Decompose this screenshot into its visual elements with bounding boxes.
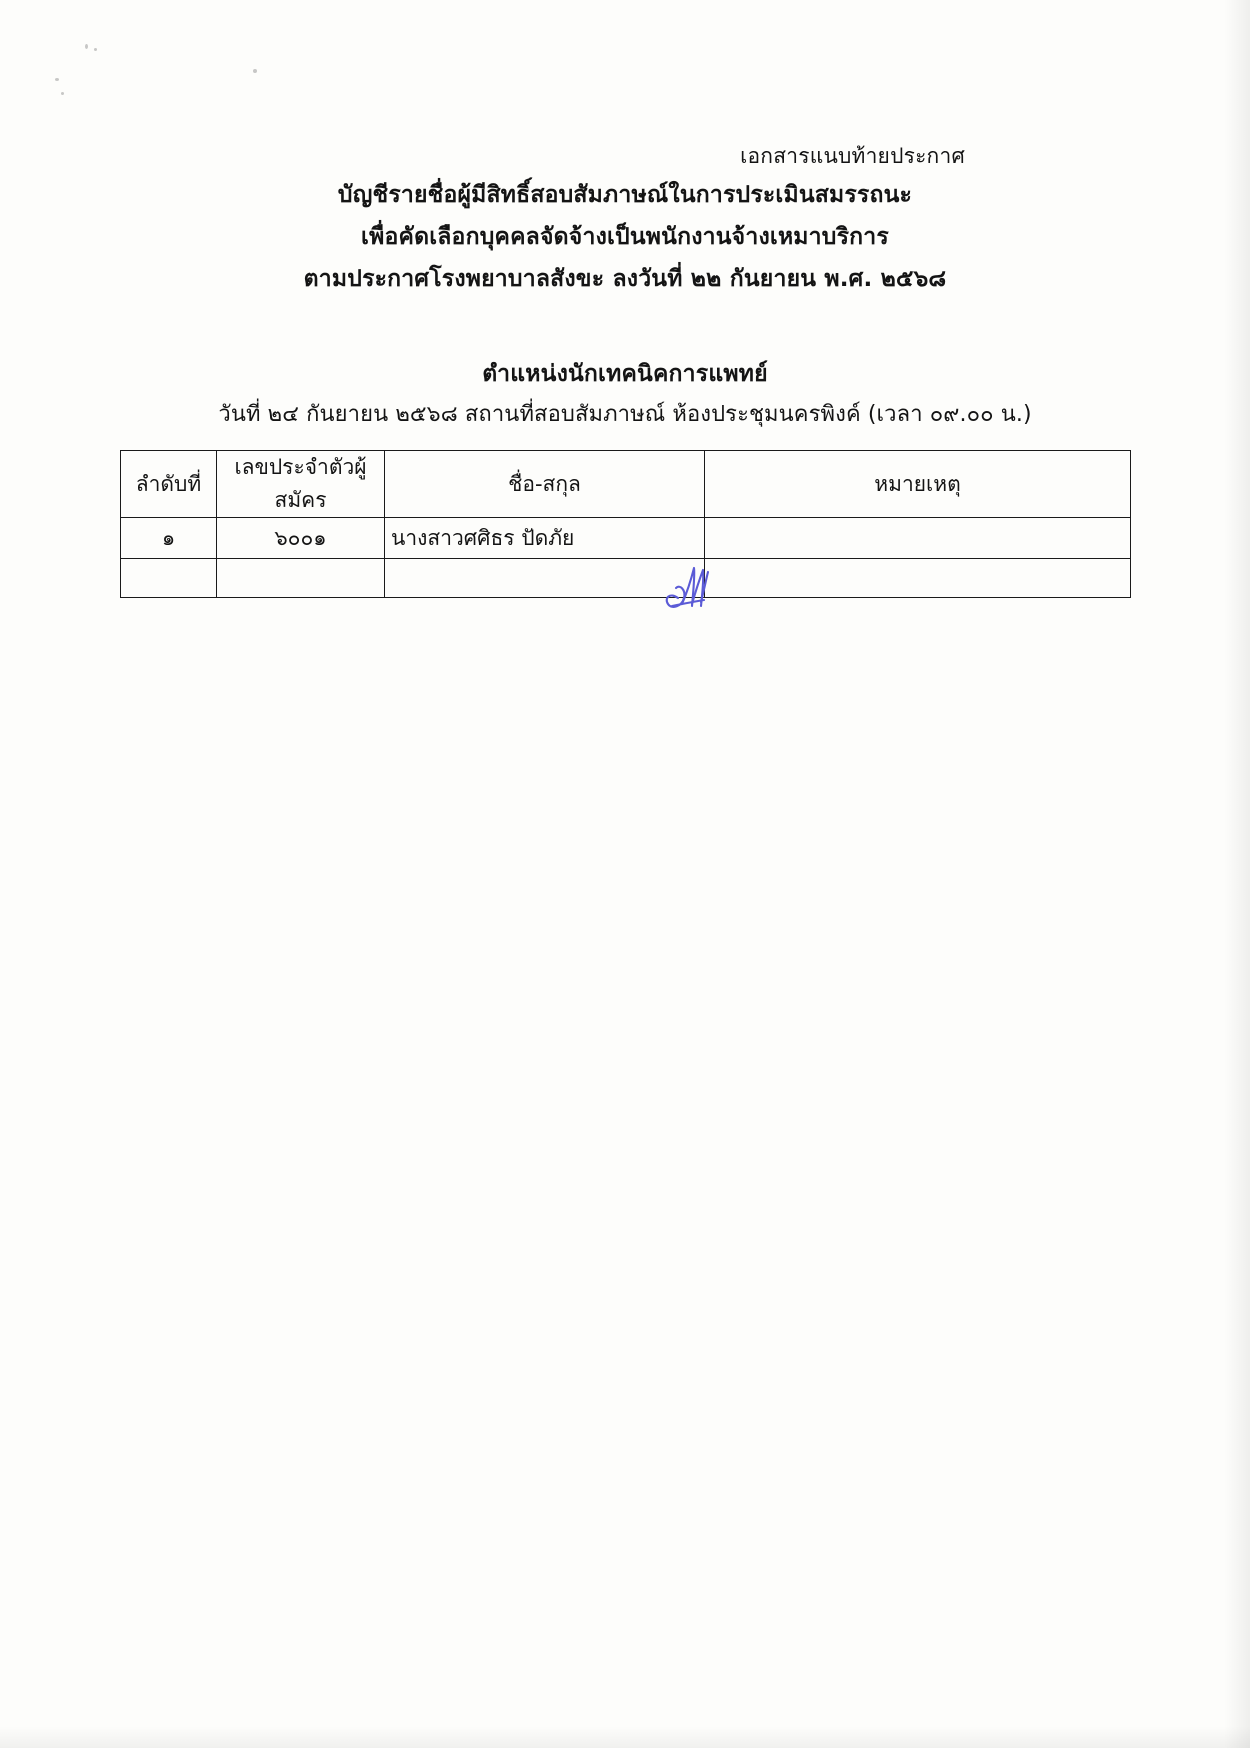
cell-no: ๑ [121, 518, 217, 559]
column-header-no: ลำดับที่ [121, 451, 217, 518]
cell-applicant-id [217, 559, 385, 598]
scan-speck [85, 44, 88, 49]
column-header-note: หมายเหตุ [705, 451, 1131, 518]
table-row [121, 518, 1131, 559]
cell-no [121, 559, 217, 598]
title-line-1: บัญชีรายชื่อผู้มีสิทธิ์สอบสัมภาษณ์ในการประเมินสมรรถนะ [337, 182, 913, 208]
page-shadow-bottom [0, 1726, 1250, 1748]
cell-name: นางสาวศศิธร ปัดภัย [385, 518, 705, 559]
cell-note [705, 559, 1131, 598]
cell-name [385, 559, 705, 598]
table-row [121, 559, 1131, 598]
title-line-2: เพื่อคัดเลือกบุคคลจัดจ้างเป็นพนักงานจ้างเหมาบริการ [361, 224, 889, 250]
scan-speck [61, 92, 64, 95]
table-header-row [121, 451, 1131, 518]
cell-note [705, 518, 1131, 559]
scan-speck [55, 78, 59, 81]
document-title-block [0, 174, 1250, 300]
position-title: ตำแหน่งนักเทคนิคการแพทย์ [482, 361, 768, 387]
title-line-3: ตามประกาศโรงพยาบาลสังขะ ลงวันที่ ๒๒ กันยายน พ.ศ. ๒๕๖๘ [303, 266, 947, 292]
column-header-name: ชื่อ-สกุล [385, 451, 705, 518]
column-header-applicant-id: เลขประจำตัวผู้สมัคร [217, 451, 385, 518]
roster-table-wrapper [120, 450, 1130, 598]
scan-speck [253, 69, 257, 73]
cell-applicant-id: ๖๐๐๑ [217, 518, 385, 559]
exam-info-line: วันที่ ๒๔ กันยายน ๒๕๖๘ สถานที่สอบสัมภาษณ์ ห้องประชุมนครพิงค์ (เวลา ๐๙.๐๐ น.) [218, 402, 1032, 427]
roster-table [120, 450, 1131, 598]
attachment-label: เอกสารแนบท้ายประกาศ [740, 144, 965, 168]
scan-speck [94, 48, 97, 51]
